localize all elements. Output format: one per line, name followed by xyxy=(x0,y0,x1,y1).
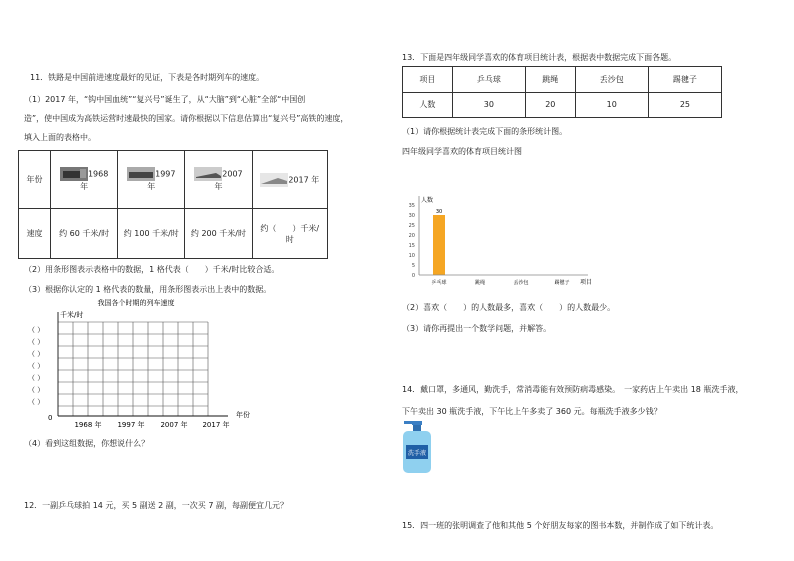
sports-bar-chart[interactable] xyxy=(398,192,608,292)
sports-x-label: 项目 xyxy=(580,279,593,286)
chart-grid xyxy=(58,322,208,416)
sports-x-tick-3: 踢毽子 xyxy=(554,280,570,286)
train-2007-photo xyxy=(194,167,222,181)
speed-1968: 约 60 千米/时 xyxy=(51,209,118,259)
svg-text:（ ）: （ ） xyxy=(28,398,45,406)
sports-data-label-0: 30 xyxy=(435,209,443,215)
sports-row-label: 人数 xyxy=(403,92,453,118)
hand-sanitizer-bottle-icon xyxy=(400,420,434,474)
q13-part3: （3）请你再提出一个数学问题，并解答。 xyxy=(402,324,552,333)
q11-part1-line2: 造”，使中国成为高铁运营时速最快的国家。请你根据以下信息估算出“复兴号”高铁的速度， xyxy=(24,114,349,123)
svg-text:1968 年: 1968 年 xyxy=(74,421,102,429)
sports-head-pingpong: 乒乓球 xyxy=(452,67,525,93)
sports-count-shuttlecock: 25 xyxy=(648,92,721,118)
sports-head-shuttlecock: 踢毽子 xyxy=(648,67,721,93)
speed-1997: 约 100 千米/时 xyxy=(118,209,185,259)
year-cell-2007: 2007 年 xyxy=(185,151,252,209)
svg-text:2017 年: 2017 年 xyxy=(202,421,230,429)
sports-y-tick-1: 5 xyxy=(411,263,415,269)
q11-title: 11．铁路是中国前进速度最好的见证，下表是各时期列车的速度。 xyxy=(30,73,265,82)
svg-text:洗手液: 洗手液 xyxy=(407,450,427,457)
fuxing-train-photo xyxy=(260,173,288,187)
q13-part1: （1）请你根据统计表完成下面的条形统计图。 xyxy=(402,127,568,136)
q11-part1-line3: 填入上面的表格中。 xyxy=(24,133,96,142)
q13-title: 13．下面是四年级同学喜欢的体育项目统计表，根据表中数据完成下面各题。 xyxy=(402,53,677,62)
sports-x-tick-1: 跳绳 xyxy=(474,280,486,286)
sports-count-pingpong: 30 xyxy=(452,92,525,118)
q12-text: 12．一副乒乓球拍 14 元，买 5 副送 2 副，一次买 7 副，每副便宜几元？ xyxy=(24,501,288,510)
svg-text:（ ）: （ ） xyxy=(28,386,45,394)
sports-count-rope: 20 xyxy=(525,92,575,118)
q13-part2: （2）喜欢（ ）的人数最多，喜欢（ ）的人数最少。 xyxy=(402,303,616,312)
q11-part4: （4）看到这组数据，你想说什么？ xyxy=(24,439,150,448)
q14-line2: 下午卖出 30 瓶洗手液，下午比上午多卖了 360 元。每瓶洗手液多少钱？ xyxy=(402,407,662,416)
q15-text: 15．四一班的张明调查了他和其他 5 个好朋友每家的图书本数，并制作成了如下统计表。 xyxy=(402,521,719,530)
sports-y-tick-6: 30 xyxy=(408,213,415,219)
train-speed-table xyxy=(18,150,328,259)
svg-text:（ ）: （ ） xyxy=(28,374,45,382)
speed-2007: 约 200 千米/时 xyxy=(185,209,252,259)
table-head-speed: 速度 xyxy=(19,209,51,259)
sports-table xyxy=(402,66,722,118)
chart-unit: 千米/时 xyxy=(60,311,84,319)
svg-text:（ ）: （ ） xyxy=(28,338,45,346)
sports-head-sandbag: 丢沙包 xyxy=(575,67,648,93)
sports-bar-0 xyxy=(433,215,445,275)
sports-y-label: 人数 xyxy=(421,197,434,204)
svg-text:（ ）: （ ） xyxy=(28,326,45,334)
year-cell-2017: 2017 年 xyxy=(252,151,327,209)
train-1997-photo xyxy=(127,167,155,181)
sports-y-tick-4: 20 xyxy=(408,233,415,239)
sports-y-tick-0: 0 xyxy=(411,273,415,279)
q14-line1: 14．戴口罩，多通风，勤洗手，常消毒能有效预防病毒感染。 一家药店上午卖出 18 瓶洗手液， xyxy=(402,385,744,394)
table-head-year: 年份 xyxy=(19,151,51,209)
old-train-photo xyxy=(60,167,88,181)
svg-text:1997 年: 1997 年 xyxy=(117,421,145,429)
q13-chart-title: 四年级同学喜欢的体育项目统计图 xyxy=(402,147,522,156)
q11-part2: （2）用条形图表示表格中的数据，1 格代表（ ）千米/时比较合适。 xyxy=(24,265,280,274)
svg-text:（ ）: （ ） xyxy=(28,350,45,358)
y-blanks xyxy=(28,326,44,406)
x-labels xyxy=(74,420,229,429)
chart-zero: 0 xyxy=(48,414,53,422)
sports-y-tick-2: 10 xyxy=(408,253,415,259)
sports-x-tick-0: 乒乓球 xyxy=(431,280,447,286)
sports-y-tick-7: 35 xyxy=(408,203,415,209)
chart-title: 我国各个时期的列车速度 xyxy=(97,299,175,307)
sports-head-rope: 跳绳 xyxy=(525,67,575,93)
sports-head-item: 项目 xyxy=(403,67,453,93)
blank-speed-chart[interactable] xyxy=(18,296,268,432)
sports-x-tick-2: 丢沙包 xyxy=(513,280,529,286)
q11-part1-line1: （1）2017 年，“钩中国血统”“复兴号”诞生了，从“大脑”到“心脏”全部“中国创 xyxy=(24,95,306,104)
svg-text:2007 年: 2007 年 xyxy=(160,421,188,429)
sports-count-sandbag: 10 xyxy=(575,92,648,118)
year-cell-1997: 1997 年 xyxy=(118,151,185,209)
year-cell-1968: 1968 年 xyxy=(51,151,118,209)
speed-2017-blank[interactable]: 约（ ）千米/ 时 xyxy=(252,209,327,259)
svg-text:（ ）: （ ） xyxy=(28,362,45,370)
chart-x-axis-label: 年份 xyxy=(236,411,250,419)
sports-y-tick-5: 25 xyxy=(408,223,415,229)
sports-y-tick-3: 15 xyxy=(408,243,415,249)
q11-part3: （3）根据你认定的 1 格代表的数量，用条形图表示出上表中的数据。 xyxy=(24,285,272,294)
